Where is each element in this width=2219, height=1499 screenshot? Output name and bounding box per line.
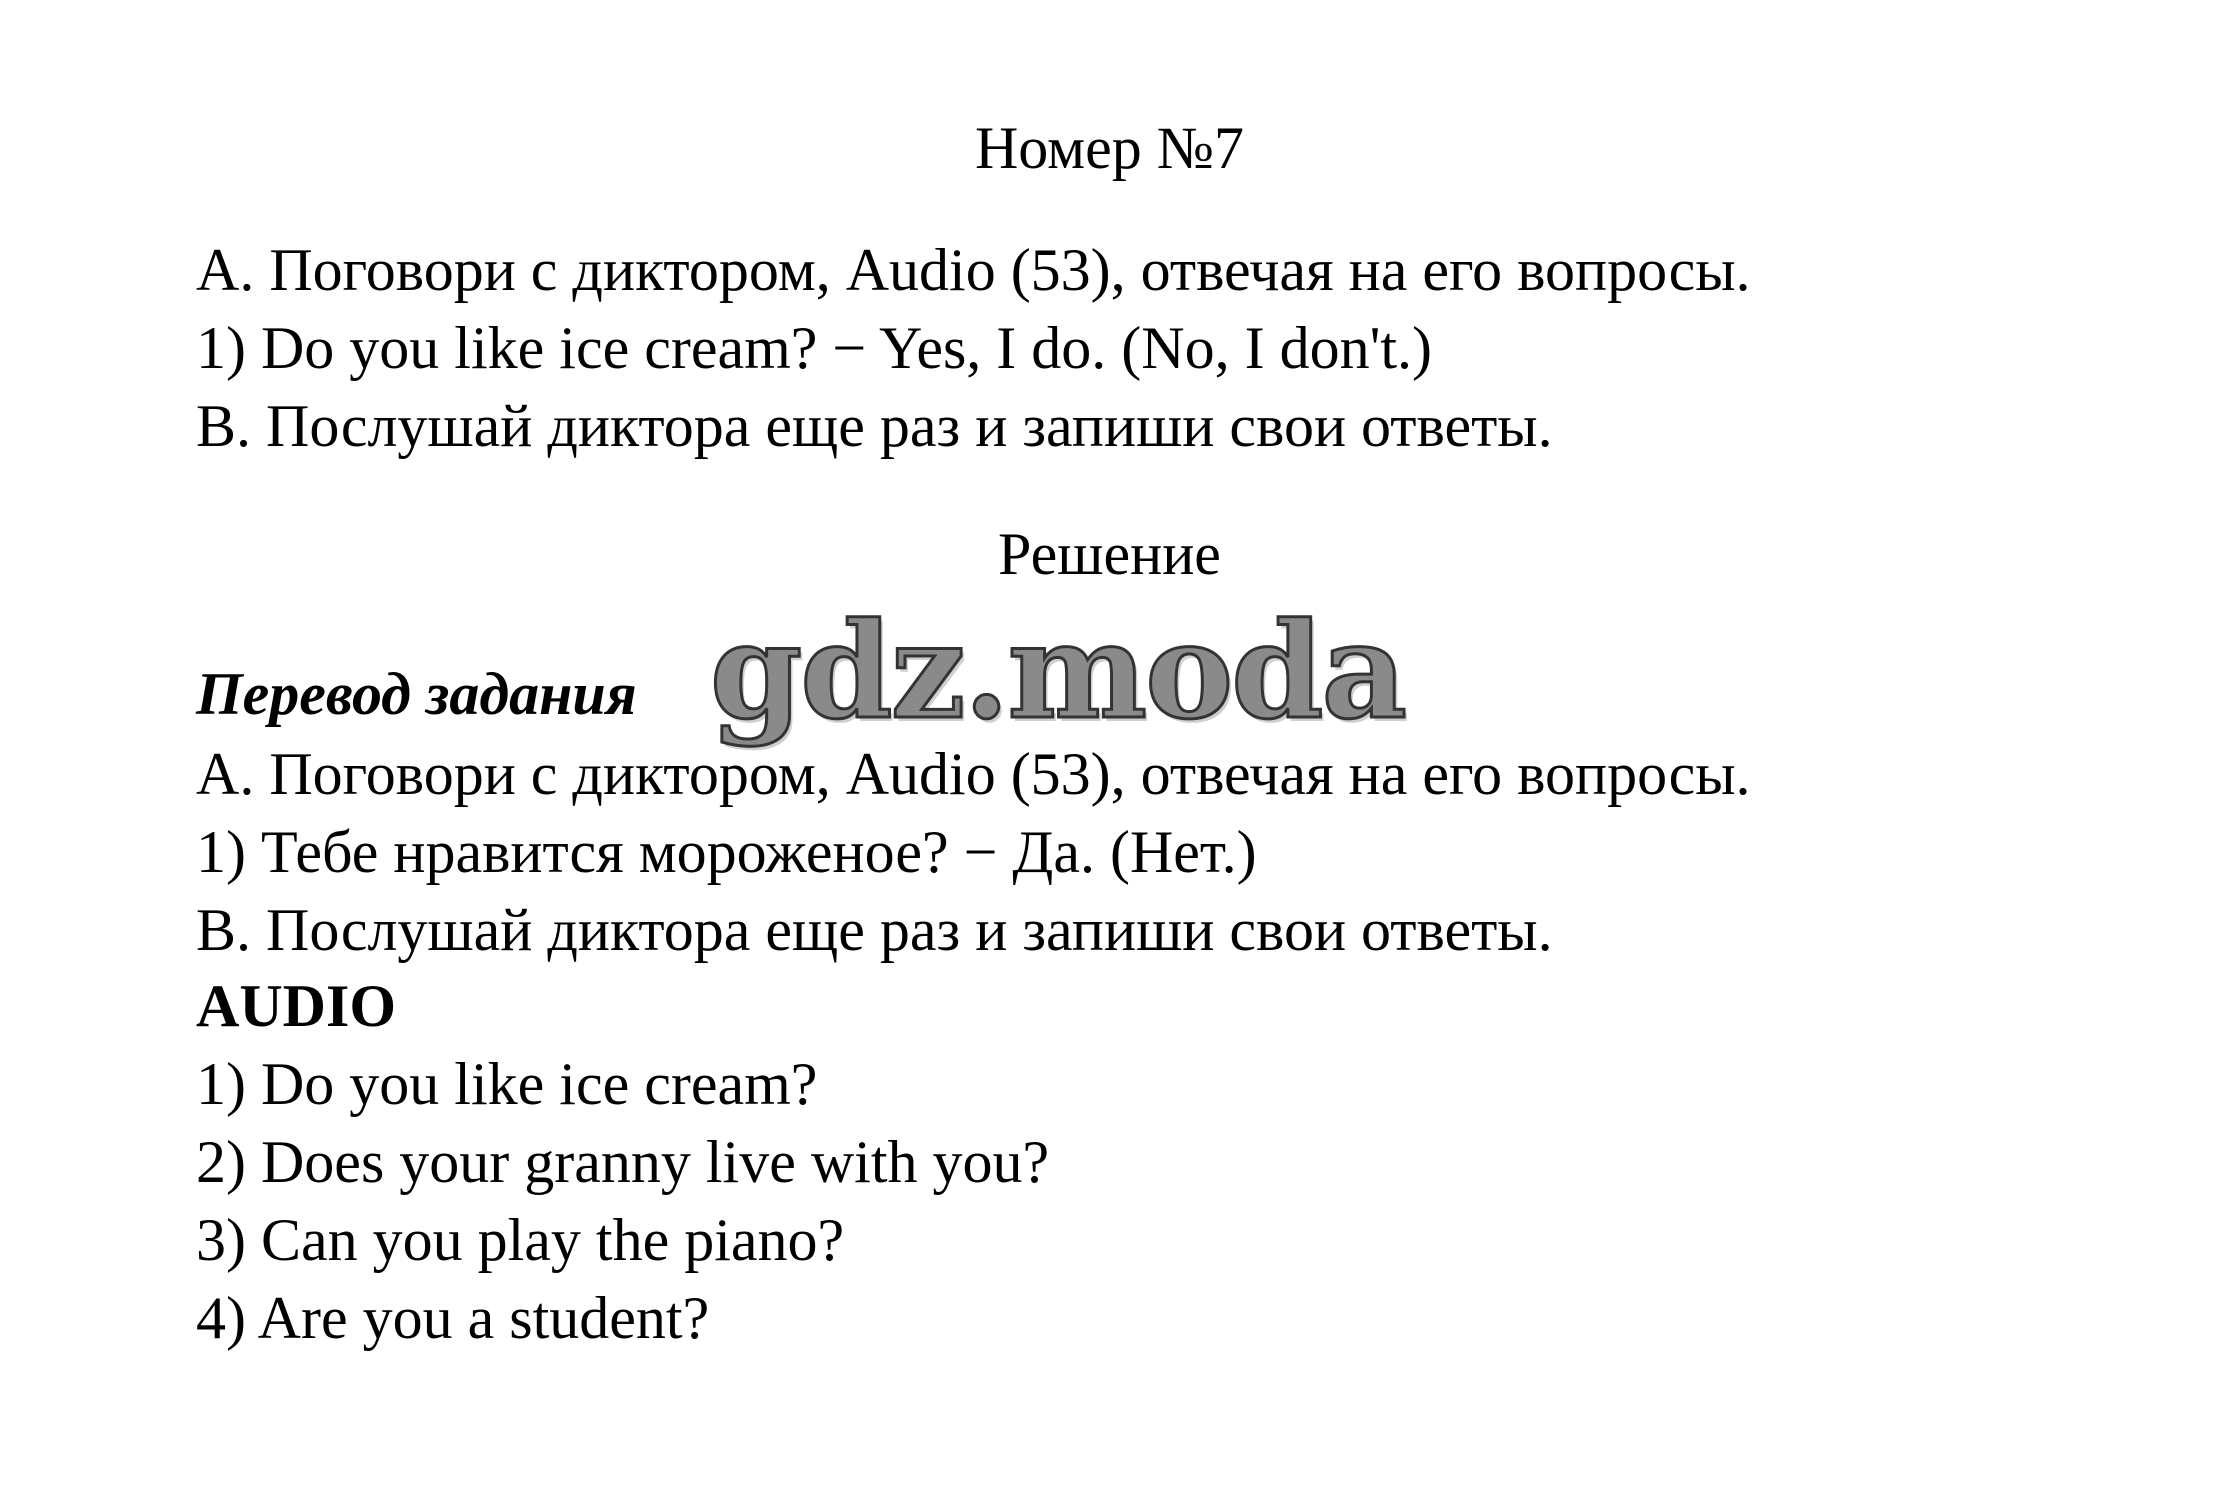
audio-item: 4) Are you a student? bbox=[196, 1285, 710, 1351]
audio-item: 3) Can you play the piano? bbox=[196, 1207, 845, 1273]
task-line-b: B. Послушай диктора еще раз и запиши свои ответы. bbox=[196, 393, 1553, 459]
audio-heading: AUDIO bbox=[196, 973, 397, 1039]
task-title: Номер №7 bbox=[974, 115, 1245, 181]
audio-item: 1) Do you like ice cream? bbox=[196, 1051, 818, 1117]
task-line-a: A. Поговори с диктором, Audio (53), отвечая на его вопросы. bbox=[196, 237, 1751, 303]
translation-line-b: B. Послушай диктора еще раз и запиши свои ответы. bbox=[196, 897, 1553, 963]
translation-line-1: 1) Тебе нравится мороженое? − Да. (Нет.) bbox=[196, 819, 1257, 885]
translation-line-a: A. Поговори с диктором, Audio (53), отвечая на его вопросы. bbox=[196, 741, 1751, 807]
audio-item: 2) Does your granny live with you? bbox=[196, 1129, 1050, 1195]
task-line-1: 1) Do you like ice cream? − Yes, I do. (No, I don't.) bbox=[196, 315, 1433, 381]
watermark-logo: gdz.moda bbox=[710, 594, 1406, 749]
translation-heading: Перевод задания bbox=[196, 661, 637, 727]
solution-heading: Решение bbox=[998, 521, 1221, 587]
